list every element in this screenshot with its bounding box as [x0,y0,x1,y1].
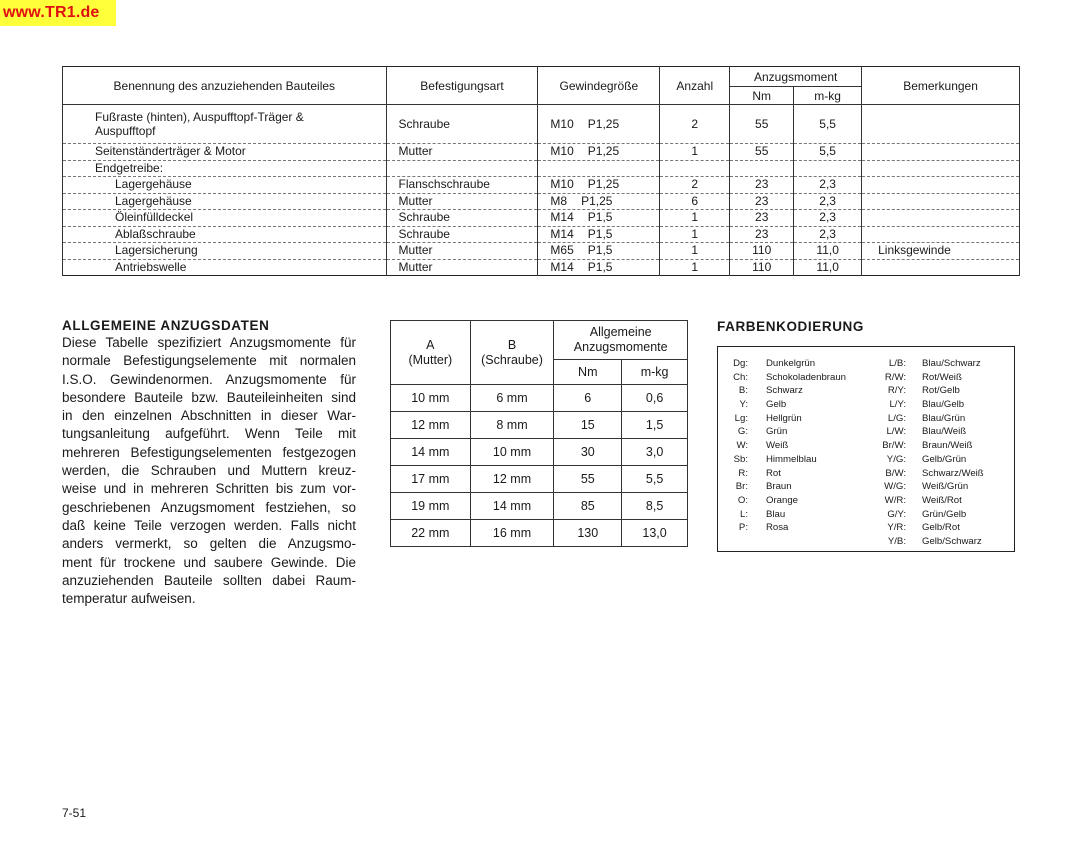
a-cell: 10 mm [391,385,471,412]
paragraph-line: I.S.O. Gewindenormen. Anzugsmomente für [62,371,356,387]
color-code-row [868,453,984,467]
qty-cell: 1 [660,210,730,227]
table-row [63,193,1020,210]
remarks-cell [862,144,1020,161]
color-name: Schwarz [766,385,803,397]
color-code: G/Y: [887,508,906,520]
mkg-cell: 11,0 [794,259,862,276]
nm-cell: 15 [554,412,622,439]
watermark: www.TR1.de [0,0,116,26]
torque-table [62,66,1020,276]
thread-cell [538,226,660,243]
qty-cell: 1 [660,226,730,243]
color-code: L/W: [886,426,906,438]
color-name: Weiß/Rot [922,494,962,506]
remarks-cell [862,193,1020,210]
header-nm: Nm [730,87,794,105]
color-code-row [722,453,846,467]
color-code: Br/W: [882,440,906,452]
color-name: Blau/Gelb [922,399,965,411]
thread-size: M65 [550,243,574,258]
color-code: Y/R: [887,522,906,534]
a-cell: 22 mm [391,520,471,547]
header-general-torque [554,321,688,360]
thread-size: M14 [550,259,574,274]
paragraph-line: in den einzelnen Abschnitten in dieser War- [62,408,356,424]
thread-pitch: P1,5 [587,243,613,258]
header-a-label: A [426,337,435,352]
color-name: Braun/Weiß [922,440,973,452]
part-cell: Lagergehäuse [63,193,387,210]
remarks-cell [862,259,1020,276]
b-cell: 10 mm [470,439,554,466]
b-cell: 6 mm [470,385,554,412]
color-code-row [722,508,846,522]
paragraph-line: ment für trockene und saubere Gewinde. Die [62,554,356,570]
color-name: Rot [766,467,781,479]
color-code-row [868,467,984,481]
color-name: Grün/Gelb [922,508,967,520]
b-cell: 8 mm [470,412,554,439]
color-code-row [722,371,846,385]
mkg-cell: 5,5 [794,105,862,144]
a-cell: 17 mm [391,466,471,493]
nm-cell: 85 [554,493,622,520]
color-code: Br: [735,481,748,493]
color-code-row [868,535,984,549]
header-torque-line1: Allgemeine [589,325,652,339]
fastener-cell: Flanschschraube [386,177,538,194]
color-code: R/Y: [887,385,906,397]
nm-cell: 23 [730,193,794,210]
header-remarks: Bemerkungen [862,67,1020,105]
mkg-cell: 8,5 [622,493,688,520]
general-torque-table [390,320,688,547]
mkg-cell: 3,0 [622,439,688,466]
nm-cell: 30 [554,439,622,466]
color-code: Y/B: [887,535,906,547]
thread-size: M10 [550,117,574,131]
paragraph-line: Diese Tabelle spezifiziert Anzugsmomente für [62,335,356,350]
nm-cell: 130 [554,520,622,547]
thread-pitch: P1,5 [587,210,613,225]
general-torque-title: ALLGEMEINE ANZUGSDATEN [62,318,270,333]
color-name: Orange [766,494,798,506]
color-code-row [868,480,984,494]
color-code-row [722,480,846,494]
a-cell: 12 mm [391,412,471,439]
color-code: Ch: [733,371,748,383]
header-a-sub: (Mutter) [408,352,453,367]
thread-cell [538,105,660,144]
b-cell: 14 mm [470,493,554,520]
a-cell: 14 mm [391,439,471,466]
color-name: Blau/Schwarz [922,358,981,369]
color-code: R/W: [884,371,906,383]
fastener-cell: Schraube [386,210,538,227]
thread-cell [538,243,660,260]
nm-cell: 55 [554,466,622,493]
color-code-row [868,384,984,398]
part-cell: Lagergehäuse [63,177,387,194]
color-name: Hellgrün [766,412,802,424]
color-code: L/G: [887,412,906,424]
color-code-row [868,439,984,453]
table-row [63,160,1020,177]
color-name: Blau/Grün [922,412,966,424]
paragraph-line: tungsanleitung aufgeführt. Wenn Teile mit [62,426,356,442]
nm-cell: 55 [730,144,794,161]
fastener-cell: Mutter [386,193,538,210]
color-code-box [717,346,1015,552]
color-name: Gelb/Grün [922,453,967,465]
color-name: Blau [766,508,786,520]
paragraph-line: anzuziehenden Bauteile sollten dabei Raum- [62,572,356,588]
table-row [63,105,1020,144]
color-code: W: [736,440,748,452]
color-name: Schwarz/Weiß [922,467,984,479]
color-name: Gelb/Schwarz [922,535,982,547]
header-a [391,321,471,385]
table-row [63,210,1020,227]
paragraph-line: mehreren Befestigungselementen festgezogen [62,444,356,460]
color-code: W/R: [884,494,906,506]
color-name: Himmelblau [766,453,817,465]
mkg-cell: 2,3 [794,226,862,243]
thread-size: M14 [550,210,574,225]
color-code-row [722,425,846,439]
color-code-row [722,439,846,453]
fastener-cell: Schraube [386,226,538,243]
general-torque-paragraph [62,334,356,608]
color-name: Rot/Weiß [922,371,962,383]
b-cell: 12 mm [470,466,554,493]
qty-cell: 1 [660,144,730,161]
header-part: Benennung des anzuziehenden Bauteiles [63,67,387,105]
color-code-right-column [868,357,984,549]
nm-cell: 23 [730,226,794,243]
color-code: W/G: [884,481,906,493]
header-nm: Nm [554,360,622,385]
header-torque: Anzugsmoment [730,67,862,87]
header-mkg: m-kg [794,87,862,105]
thread-pitch: P1,25 [587,117,620,131]
color-code: G: [737,426,748,438]
color-code: B/W: [885,467,906,479]
header-b-sub: (Schraube) [481,352,543,367]
remarks-cell [862,226,1020,243]
header-qty: Anzahl [660,67,730,105]
part-cell: Ablaßschraube [63,226,387,243]
thread-size: M14 [550,226,574,241]
qty-cell: 2 [660,177,730,194]
color-name: Schokoladenbraun [766,371,847,383]
remarks-cell [862,177,1020,194]
table-row [63,144,1020,161]
part-line-2: Auspufftopf [95,124,156,138]
remarks-cell: Linksgewinde [862,243,1020,260]
part-cell: Öleinfülldeckel [63,210,387,227]
color-name: Dunkelgrün [766,358,816,369]
color-code-row [722,412,846,426]
paragraph-line: anders vermerkt, so gelten die Anzugsmo- [62,536,356,552]
paragraph-line: geschriebenen Anzugsmoment festziehen, so [62,499,356,515]
paragraph-line: normale Befestigungselemente mit normalen [62,353,356,369]
mkg-cell: 1,5 [622,412,688,439]
b-cell: 16 mm [470,520,554,547]
nm-cell: 110 [730,259,794,276]
table-row [391,439,688,466]
thread-pitch: P1,25 [587,177,620,192]
thread-cell [538,259,660,276]
thread-pitch: P1,5 [587,259,613,274]
color-code-row [868,357,984,371]
table-row [391,412,688,439]
paragraph-line: weise und in mehreren Schritten bis zum vor- [62,481,356,497]
mkg-cell: 13,0 [622,520,688,547]
nm-cell: 23 [730,210,794,227]
color-code-row [722,521,846,535]
page-number: 7-51 [62,806,87,820]
qty-cell: 2 [660,105,730,144]
table-row [63,259,1020,276]
color-name: Gelb/Rot [922,522,960,534]
mkg-cell: 2,3 [794,210,862,227]
remarks-cell [862,105,1020,144]
mkg-cell: 2,3 [794,193,862,210]
color-code: Y/G: [886,453,906,465]
table-row [63,243,1020,260]
part-cell: Antriebswelle [63,259,387,276]
thread-size: M10 [550,144,574,159]
color-code: P: [738,522,748,534]
a-cell: 19 mm [391,493,471,520]
header-thread: Gewindegröße [538,67,660,105]
color-code: B: [738,385,748,397]
header-b-label: B [507,337,517,352]
remarks-cell [862,210,1020,227]
fastener-cell: Schraube [386,105,538,144]
paragraph-line: daß keine Teile verzogen werden. Falls nicht [62,517,356,533]
color-code-row [868,494,984,508]
mkg-cell [794,160,862,177]
color-code-row [722,384,846,398]
nm-cell: 23 [730,177,794,194]
color-code: L: [739,508,748,520]
thread-cell [538,210,660,227]
thread-pitch: P1,25 [587,144,620,159]
qty-cell [660,160,730,177]
thread-size: M10 [550,177,574,192]
color-code-row [868,508,984,522]
thread-pitch: P1,25 [581,193,613,208]
color-name: Weiß/Grün [922,481,969,493]
part-cell [63,105,387,144]
remarks-cell [862,160,1020,177]
mkg-cell: 5,5 [622,466,688,493]
header-mkg: m-kg [622,360,688,385]
thread-cell [538,144,660,161]
color-code-title: FARBENKODIERUNG [717,319,865,334]
table-row [391,385,688,412]
thread-cell [538,177,660,194]
table-row [63,226,1020,243]
nm-cell [730,160,794,177]
color-name: Braun [766,481,792,493]
table-row [391,493,688,520]
color-name: Blau/Weiß [922,426,967,438]
color-name: Rosa [766,522,789,534]
color-code-row [722,357,846,371]
color-name: Gelb [766,399,787,411]
qty-cell: 6 [660,193,730,210]
fastener-cell: Mutter [386,243,538,260]
color-code-row [868,425,984,439]
part-cell: Endgetreibe: [63,160,387,177]
color-code: L/B: [888,358,906,369]
header-torque-line2: Anzugsmomente [573,340,668,354]
part-cell: Lagersicherung [63,243,387,260]
color-code: L/Y: [889,399,906,411]
table-row [391,466,688,493]
color-name: Weiß [766,440,789,452]
thread-pitch: P1,5 [587,226,613,241]
fastener-cell: Mutter [386,144,538,161]
header-b [470,321,554,385]
color-code: Dg: [733,358,748,369]
paragraph-line: besondere Bauteile bzw. Bauteileinheiten sind [62,389,356,405]
paragraph-line: temperatur aufweisen. [62,591,196,607]
color-code: R: [738,467,748,479]
mkg-cell: 11,0 [794,243,862,260]
thread-size: M8 [550,193,568,208]
part-cell: Seitenständerträger & Motor [63,144,387,161]
color-code: Y: [739,399,748,411]
header-fastener: Befestigungsart [386,67,538,105]
color-code-row [868,412,984,426]
qty-cell: 1 [660,259,730,276]
color-code: Lg: [734,412,748,424]
nm-cell: 6 [554,385,622,412]
color-code: Sb: [733,453,748,465]
qty-cell: 1 [660,243,730,260]
mkg-cell: 0,6 [622,385,688,412]
color-name: Rot/Gelb [922,385,960,397]
color-code-row [722,494,846,508]
thread-cell [538,193,660,210]
color-code-row [868,371,984,385]
table-row [63,177,1020,194]
fastener-cell: Mutter [386,259,538,276]
mkg-cell: 2,3 [794,177,862,194]
fastener-cell [386,160,538,177]
mkg-cell: 5,5 [794,144,862,161]
nm-cell: 110 [730,243,794,260]
color-code-row [722,398,846,412]
color-name: Grün [766,426,788,438]
color-code-row [722,467,846,481]
thread-cell [538,160,660,177]
nm-cell: 55 [730,105,794,144]
color-code-row [868,398,984,412]
part-line-1: Fußraste (hinten), Auspufftopf-Träger & [95,110,304,124]
table-row [391,520,688,547]
color-code-row [868,521,984,535]
color-code-left-column [722,357,846,535]
paragraph-line: werden, die Schrauben und Muttern kreuz- [62,463,356,479]
color-code: O: [737,494,748,506]
